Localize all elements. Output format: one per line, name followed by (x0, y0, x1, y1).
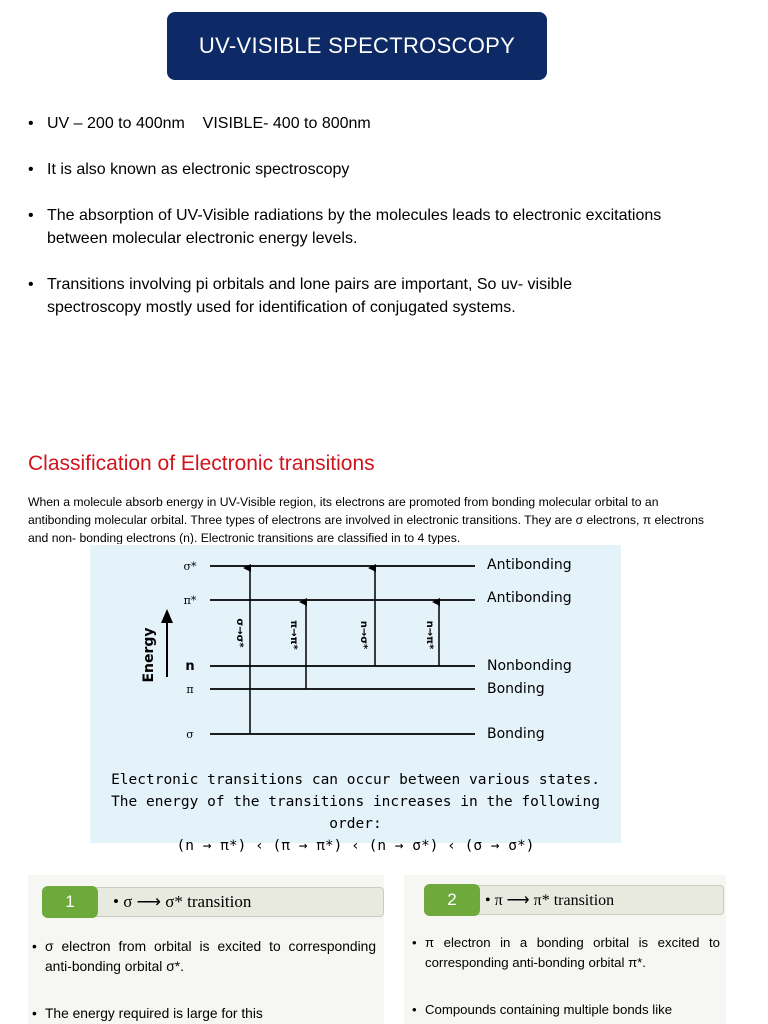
bullet-text: UV – 200 to 400nm VISIBLE- 400 to 800nm (47, 115, 371, 132)
bullet-text: It is also known as electronic spectroscopy (47, 161, 350, 178)
bullet-list (28, 112, 728, 342)
card-body (32, 937, 376, 1024)
caption-line-3: (n → π*) ‹ (π → π*) ‹ (n → σ*) ‹ (σ → σ*) (176, 838, 535, 854)
card-title: • π ⟶ π* transition (485, 892, 615, 909)
bullet-dot: • (32, 939, 37, 954)
transition-cards (0, 875, 768, 1024)
card-header (424, 885, 724, 915)
card-number-badge: 1 (42, 886, 98, 918)
antibonding-label-2: Antibonding (487, 590, 572, 606)
bullet-dot: • (28, 207, 34, 224)
caption-line-1: Electronic transitions can occur between various states. (111, 772, 600, 788)
bullet-item (28, 273, 728, 319)
bullet-dot: • (28, 276, 34, 293)
transition-card-2 (404, 875, 726, 1024)
bullet-item (28, 112, 728, 135)
bullet-item (28, 204, 728, 250)
n-sigma-star-label: n→σ* (358, 620, 369, 650)
nonbonding-label: Nonbonding (487, 658, 572, 674)
n-pi-star-label: n→π* (424, 620, 435, 650)
bullet-dot: • (32, 1006, 37, 1021)
bullet-item (28, 158, 728, 181)
card-bullet-text: π electron in a bonding orbital is excited to corresponding anti-bonding orbital π*. (425, 935, 720, 970)
bullet-dot: • (412, 935, 417, 950)
card-number-badge: 2 (424, 884, 480, 916)
pi-pi-star-label: π→π* (288, 620, 299, 650)
pi-symbol: π (186, 683, 194, 696)
bonding-label-2: Bonding (487, 726, 545, 742)
card-bullet-text: The energy required is large for this (45, 1006, 263, 1021)
sigma-sigma-star-label: σ→σ* (234, 618, 245, 648)
bullet-text: The absorption of UV-Visible radiations by the molecules leads to electronic excitations between molecular electronic energy levels. (47, 207, 662, 247)
card-bullet (412, 1000, 720, 1020)
bullet-dot: • (412, 1002, 417, 1017)
intro-paragraph: When a molecule absorb energy in UV-Visible region, its electrons are promoted from bonding molecular orbital to an antibonding molecular orbital. Three types of electrons are involved in electronic transitions. They are σ electrons, π electrons and non- bonding electrons (n). Electronic transitions are classified in to 4 types. (28, 495, 704, 544)
pi-star-symbol: π* (183, 594, 197, 607)
antibonding-label-1: Antibonding (487, 557, 572, 573)
card-bullet (32, 1004, 376, 1024)
bullet-dot: • (28, 161, 34, 178)
energy-axis-arrowhead (161, 609, 173, 623)
slide-title-banner (167, 12, 547, 80)
energy-level-diagram (90, 545, 621, 854)
sigma-symbol: σ (186, 728, 194, 741)
transition-card-1 (28, 875, 384, 1024)
card-bullet (32, 937, 376, 977)
slide-title: UV-VISIBLE SPECTROSCOPY (198, 33, 516, 58)
section-heading: Classification of Electronic transitions (28, 452, 375, 475)
diagram-caption (90, 769, 621, 857)
card-bullet-text: Compounds containing multiple bonds like (425, 1002, 673, 1017)
card-bullet-text: σ electron from orbital is excited to corresponding anti-bonding orbital σ*. (45, 939, 376, 974)
sigma-star-symbol: σ* (183, 560, 197, 573)
caption-line-2: The energy of the transitions increases in the following order: (111, 794, 600, 832)
bonding-label-1: Bonding (487, 681, 545, 697)
energy-axis-label: Energy (141, 627, 157, 683)
card-title: • σ ⟶ σ* transition (113, 892, 252, 911)
card-body (412, 933, 720, 1024)
bullet-text: Transitions involving pi orbitals and lone pairs are important, So uv- visible spectroscopy mostly used for identification of conjugated systems. (47, 276, 572, 316)
card-bullet (412, 933, 720, 973)
n-symbol: n (185, 659, 195, 674)
bullet-dot: • (28, 115, 34, 132)
card-header (42, 887, 384, 917)
